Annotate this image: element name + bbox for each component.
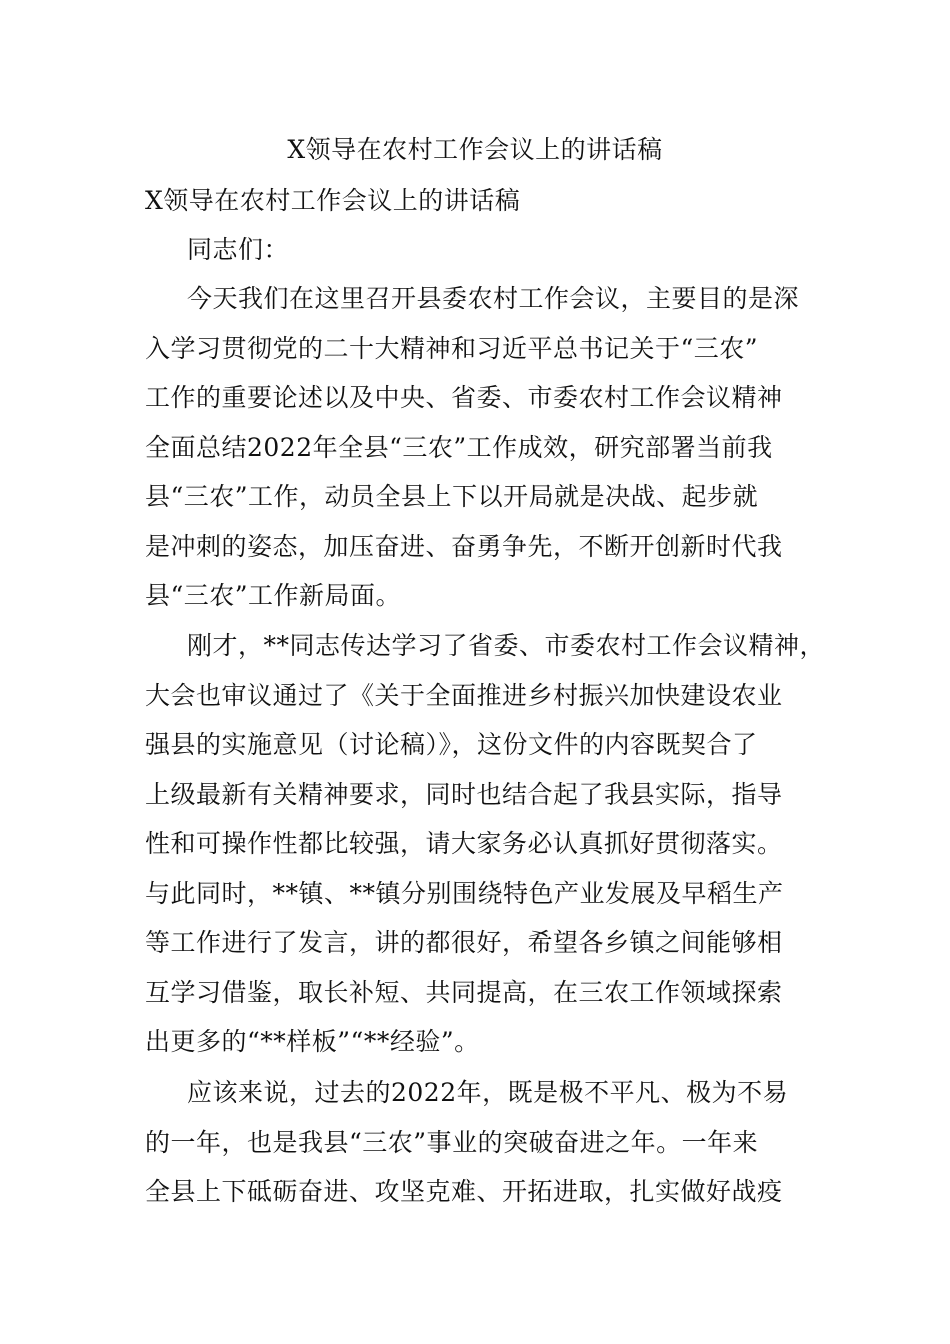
paragraph-line: 互学习借鉴，取长补短、共同提高，在三农工作领域探索 — [145, 978, 783, 1007]
paragraph-line: 强县的实施意见（讨论稿）》，这份文件的内容既契合了 — [145, 730, 758, 759]
paragraph-line: 全县上下砥砺奋进、攻坚克难、开拓进取，扎实做好战疫 — [145, 1177, 783, 1206]
paragraph-line: 全面总结2022年全县“三农”工作成效，研究部署当前我 — [145, 433, 773, 462]
paragraph-line: 县“三农”工作新局面。 — [145, 581, 402, 610]
paragraph-line: 的一年，也是我县“三农”事业的突破奋进之年。一年来 — [145, 1128, 759, 1157]
document-title: X领导在农村工作会议上的讲话稿 — [287, 135, 663, 164]
paragraph-line: 入学习贯彻党的二十大精神和习近平总书记关于“三农” — [145, 334, 759, 363]
paragraph-line: 工作的重要论述以及中央、省委、市委农村工作会议精神 — [145, 383, 783, 412]
paragraph-line: 应该来说，过去的2022年，既是极不平凡、极为不易 — [187, 1078, 789, 1107]
paragraph-line: 大会也审议通过了《关于全面推进乡村振兴加快建设农业 — [145, 681, 783, 710]
paragraph-line: 县“三农”工作，动员全县上下以开局就是决战、起步就 — [145, 482, 759, 511]
paragraph-line: 出更多的“**样板”“**经验”。 — [145, 1027, 480, 1056]
paragraph-line: 刚才，**同志传达学习了省委、市委农村工作会议精神， — [187, 631, 826, 660]
paragraph-line: 上级最新有关精神要求，同时也结合起了我县实际，指导 — [145, 780, 783, 809]
paragraph-line: 性和可操作性都比较强，请大家务必认真抓好贯彻落实。 — [145, 829, 783, 858]
paragraph-line: 等工作进行了发言，讲的都很好，希望各乡镇之间能够相 — [145, 928, 783, 957]
paragraph-line: 是冲刺的姿态，加压奋进、奋勇争先，不断开创新时代我 — [145, 532, 783, 561]
salutation: 同志们： — [187, 235, 290, 264]
paragraph-line: 与此同时，**镇、**镇分别围绕特色产业发展及早稻生产 — [145, 879, 784, 908]
document-subtitle: X领导在农村工作会议上的讲话稿 — [145, 186, 521, 215]
paragraph-line: 今天我们在这里召开县委农村工作会议，主要目的是深 — [187, 284, 800, 313]
